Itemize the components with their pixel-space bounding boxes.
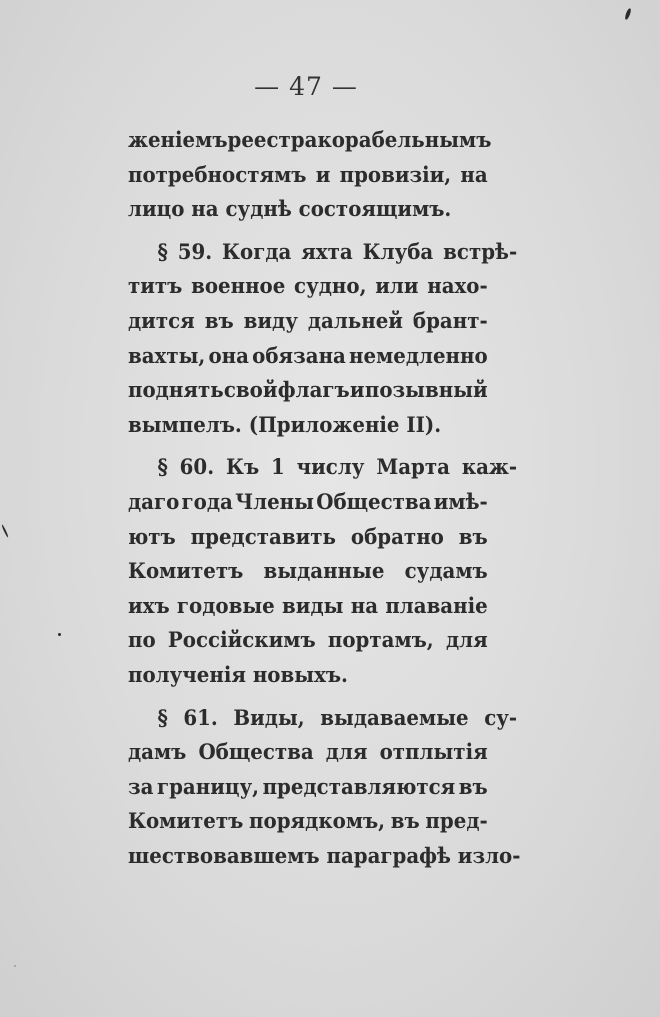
text-line: § 60. Къ 1 числу Марта каж- — [157, 455, 518, 481]
text-line: Комитетъ выданные судамъ — [128, 559, 488, 585]
text-line: дамъ Общества для отплытія — [128, 740, 488, 766]
paragraph — [128, 451, 518, 693]
text-line: шествовавшемъ параграфѣ изло- — [128, 843, 521, 869]
paragraph — [128, 236, 518, 444]
text-line: по Россійскимъ портамъ, для — [128, 628, 488, 654]
text-line: поднять свой флагъ и позывный — [128, 378, 488, 404]
paragraph-gap — [128, 694, 488, 702]
text-line: женіемъ реестра корабельнымъ — [128, 128, 492, 153]
text-line: полученія новыхъ. — [128, 662, 348, 688]
text-line: вахты, она обязана немедленно — [128, 343, 488, 369]
body-text — [128, 124, 521, 874]
text-line: § 59. Когда яхта Клуба встрѣ- — [157, 239, 518, 265]
text-line: ихъ годовые виды на плаваніе — [128, 593, 488, 619]
text-line: за границу, представляются въ — [128, 774, 488, 800]
ink-speck — [1, 524, 9, 538]
text-line: лицо на суднѣ состоящимъ. — [128, 197, 452, 223]
ink-speck — [58, 633, 61, 636]
ink-speck — [14, 965, 16, 967]
text-line: § 61. Виды, выдаваемые су- — [157, 705, 518, 731]
text-line: даго года Члены Общества имѣ- — [128, 489, 488, 515]
text-line: ютъ представить обратно въ — [128, 524, 488, 550]
text-line: потребностямъ и провизіи, на — [128, 162, 488, 188]
text-line: вымпелъ. (Приложеніе II). — [128, 412, 442, 438]
ink-speck — [624, 8, 632, 21]
page-number: — 47 — — [254, 72, 358, 101]
paragraph — [128, 124, 492, 228]
text-line: титъ военное судно, или нахо- — [128, 274, 488, 300]
paragraph — [128, 702, 521, 875]
text-line: дится въ виду дальней брант- — [128, 308, 488, 334]
paragraph-gap — [128, 443, 488, 451]
text-line: Комитетъ порядкомъ, въ пред- — [128, 809, 488, 835]
paragraph-gap — [128, 228, 488, 236]
